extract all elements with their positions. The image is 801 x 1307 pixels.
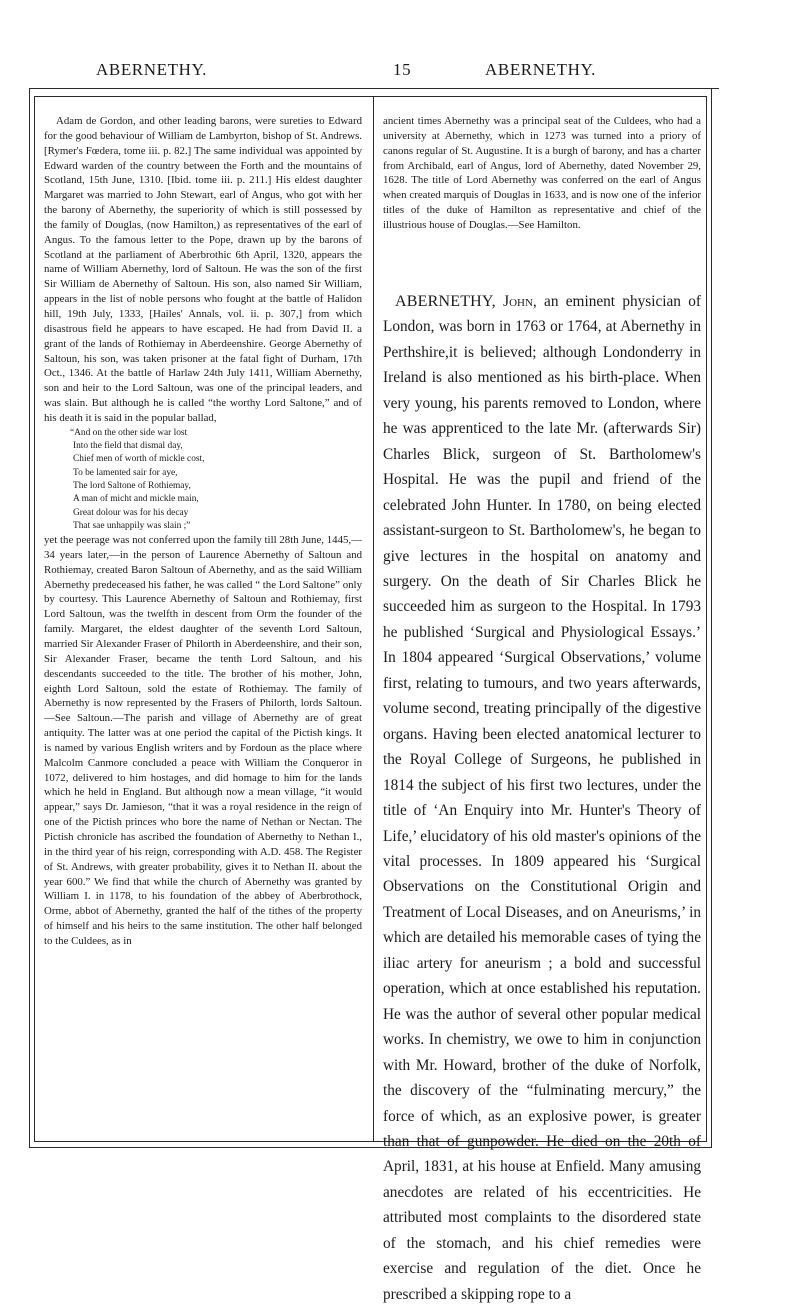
entry-body: an eminent physician of London, was born in 1763 or 1764, at Abernethy in Perthshire,it is believed; although Londonderry in Ireland is also mentioned as his birth-place. When very young, his parents removed to London, where he was apprenticed to the late Mr. (afterwards Sir) Charles Blick, surgeon of St. Bartholomew's Hospital. He was the pupil and friend of the celebrated John Hunter. In 1780, on being elected assistant-surgeon to St. Bartholomew's, he began to give lectures in the hospital on anatomy and surgery. On the death of Sir Charles Blick he succeeded him as surgeon to the Hospital. In 1793 he published ‘Surgical and Physiological Essays.’ In 1804 appeared ‘Surgical Observations,’ volume first, relating to tumours, and two years afterwards, volume second, treating principally of the digestive organs. Having been elected anatomical lecturer to the Royal College of Surgeons, he published in 1814 the subject of his first two lectures, under the title of ‘An Enquiry into Mr. Hunter's Theory of Life,’ elucidatory of his old master's opinions of the vital processes. In 1809 appeared his ‘Surgical Observations on the Constitutional Origin and Treatment of Local Diseases, and on Aneurisms,’ in which are detailed his memorable cases of tying the iliac artery for aneurism ; a bold and successful operation, which at once established his reputation. He was the author of several other popular medical works. In chemistry, we owe to him in conjunction with Mr. Howard, brother of the duke of Norfolk, the discovery of the “fulminating mercury,” the force of which, as an explosive power, is greater than that of gunpowder. He died on the 20th of April, 1831, at his house at Enfield. Many amusing anecdotes are related of his eccentricities. He attributed most complaints to the disordered state of the stomach, and his chief remedies were exercise and regulation of the diet. Once he prescribed a skipping rope to a xyxy=(383,293,701,1303)
ballad-line: The lord Saltone of Rothiemay, xyxy=(73,480,191,491)
running-head-left: ABERNETHY. xyxy=(96,60,207,79)
page-number: 15 xyxy=(393,60,412,79)
ballad-line: “And on the other side war lost xyxy=(70,427,188,438)
ballad-line: That sae unhappily was slain ;” xyxy=(73,520,191,531)
entry-paragraph xyxy=(383,289,701,1307)
outer-right-rule xyxy=(711,88,712,1148)
inner-right-rule xyxy=(706,96,707,1141)
entry-forename: John, xyxy=(503,293,537,310)
header-rule xyxy=(29,88,719,89)
ballad-line: Chief men of worth of mickle cost, xyxy=(73,454,205,465)
running-head-right: ABERNETHY. xyxy=(485,60,596,79)
left-paragraph-1: Adam de Gordon, and other leading barons, were sureties to Edward for the good behaviour of William de Lambyrton, bishop of St. Andrews. [Rymer's Fœdera, tome iii. p. 82.] The same individual was appointed by Edward warden of the country between the Forth and the mountains of Scotland, 15th June, 1310. [Ibid. tome iii. p. 211.] His eldest daughter Margaret was married to John Stewart, earl of Angus, who got with her the barony of Abernethy, the superiority of which is still possessed by the family of Douglas, (now Hamilton,) as representatives of the earl of Angus. To the famous letter to the Pope, drawn up by the barons of Scotland at the parliament of Aberbrothic 6th April, 1320, appears the name of William Abernethy, lord of Saltoun. He was the son of the first Sir William de Abernethy of Saltoun. His son, also named Sir William, appears in the list of noble persons who fought at the battle of Halidon hill, 19th July, 1333, [Hailes' Annals, vol. ii. p. 307,] from which disastrous field he appears to have escaped. He had from David II. a grant of the lands of Rothiemay in Aberdeenshire. George Abernethy of Saltoun, his son, was taken prisoner at the fatal fight of Durham, 17th Oct., 1346. At the battle of Harlaw 24th July 1411, William Abernethy, son and heir to the Lord Saltoun, was one of the principal leaders, and was slain. But although he is called “the worthy Lord Saltone,” and of his death it is said in the popular ballad, xyxy=(44,115,362,424)
outer-left-rule xyxy=(29,88,30,1148)
inner-top-rule xyxy=(34,96,707,97)
right-column-continuation xyxy=(383,114,701,282)
left-column xyxy=(44,114,362,1139)
left-paragraph-2: yet the peerage was not conferred upon the family till 28th June, 1445,—34 years later,—in the person of Laurence Abernethy of Saltoun and Rothiemay, created Baron Saltoun of Abernethy, and as the said William Abernethy predeceased his father, he was called “ the Lord Saltone” only by courtesy. This Laurence Abernethy of Saltoun and Rothiemay, first Lord Saltoun, was the twelfth in descent from Orm the founder of the family. Margaret, the eldest daughter of the seventh Lord Saltoun, married Sir Alexander Fraser of Philorth in Aberdeenshire, and their son, Sir Alexander Fraser, became the tenth Lord Saltoun, and his descendants succeeded to the title. The brother of his mother, John, eighth Lord Saltoun, sold the estate of Rothiemay. The family of Abernethy is now represented by the Frasers of Philorth, lords Saltoun.—See Saltoun.—The parish and village of Abernethy are of great antiquity. The latter was at one period the capital of the Pictish kings. It is named by various English writers and by Fordoun as the place where Malcolm Canmore concluded a peace with William the Conqueror in 1072, delivered to him hostages, and did homage to him for the lands which he held in England. But although now a mean village, “it would appear,” says Dr. Jamieson, “that it was a royal residence in the reign of one of the Pictish princes who bore the name of Nethan or Nectan. The Pictish chronicle has ascribed the foundation of Abernethy to Nethan I., in the third year of his reign, corresponding with A.D. 458. The Register of St. Andrews, with greater probability, gives it to Nethan II. about the year 600.” We find that while the church of Abernethy was granted by William I. in 1178, to his foundation of the abbey of Aberbrothock, Orme, abbot of Abernethy, granted the half of the tithes of the property of himself and his heirs to the same institution. The other half belonged to the Culdees, as in xyxy=(44,534,362,947)
ballad-line: Into the field that dismal day, xyxy=(73,441,183,452)
right-paragraph-continuation: ancient times Abernethy was a principal seat of the Culdees, who had a university at Abernethy, which in 1273 was turned into a priory of canons regular of St. Augustine. It is a burgh of barony, and has a charter from Archibald, earl of Angus, lord of Abernethy, dated November 29, 1628. The title of Lord Abernethy was conferred on the earl of Angus when created marquis of Douglas in 1633, and is now one of the inferior titles of the duke of Hamilton as representative and chief of the illustrious house of Douglas.—See Hamilton. xyxy=(383,115,701,231)
inner-left-rule xyxy=(34,96,35,1141)
ballad-line: A man of micht and mickle main, xyxy=(73,494,199,505)
ballad-line: To be lamented sair for aye, xyxy=(73,467,178,478)
page-header xyxy=(0,60,801,84)
abernethy-john-entry xyxy=(383,289,701,1303)
column-divider xyxy=(373,96,374,1141)
ballad-quote xyxy=(44,427,362,533)
entry-headword: ABERNETHY, xyxy=(395,293,496,310)
ballad-line: Great dolour was for his decay xyxy=(73,507,189,518)
